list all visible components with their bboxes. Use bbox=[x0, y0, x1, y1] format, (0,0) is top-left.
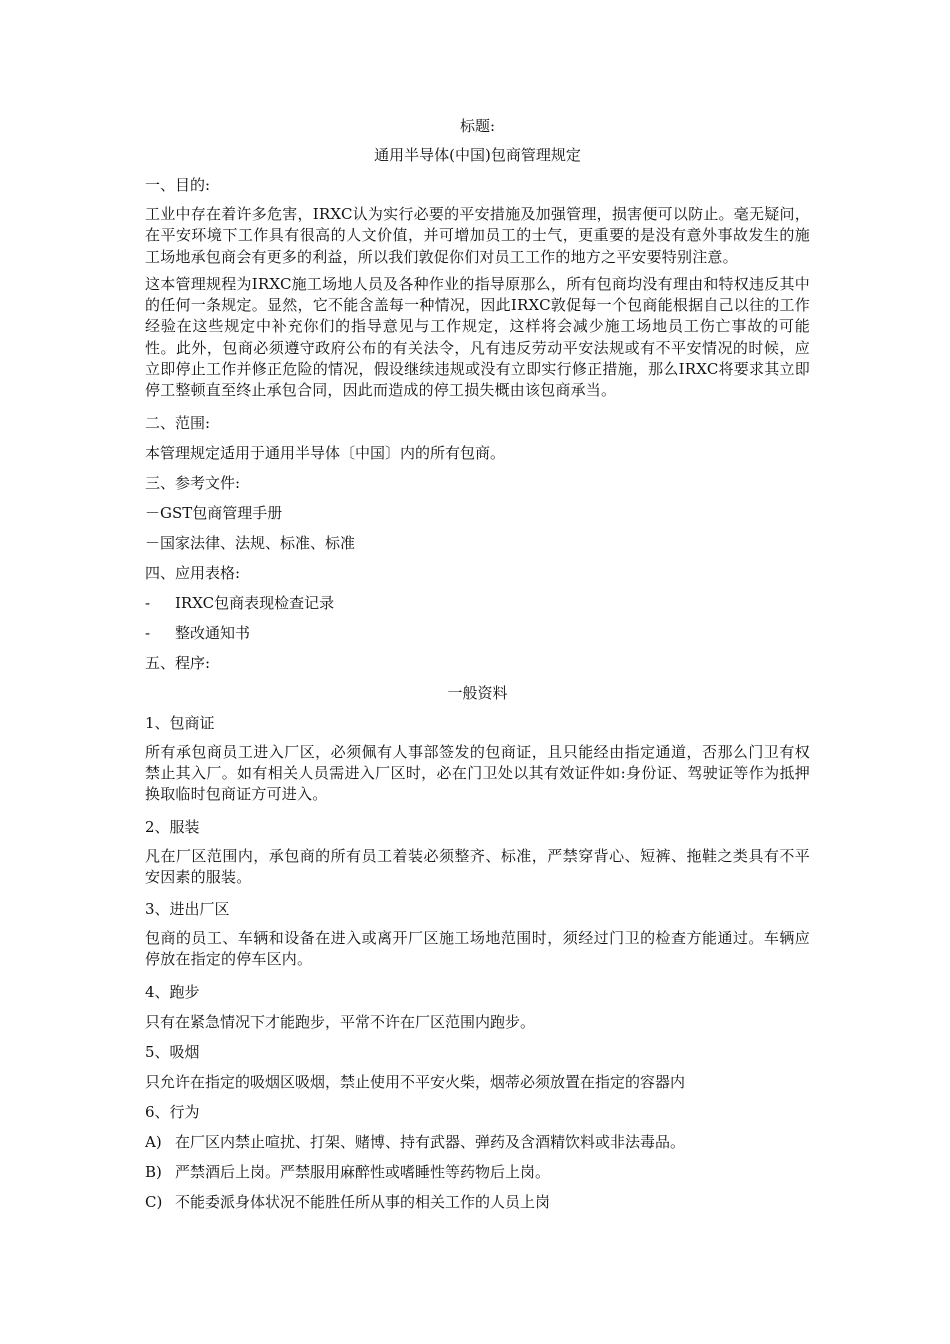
behavior-item-text: 严禁酒后上岗。严禁服用麻醉性或嗜睡性等药物后上岗。 bbox=[175, 1162, 551, 1181]
reference-item: －GST包商管理手册 bbox=[145, 503, 283, 522]
section-5-heading: 五、程序: bbox=[145, 653, 211, 672]
list-marker: - bbox=[145, 593, 151, 612]
form-item-text: 整改通知书 bbox=[175, 623, 251, 642]
behavior-item bbox=[145, 1187, 810, 1217]
item-2-heading: 2、服装 bbox=[145, 817, 200, 836]
list-marker: C) bbox=[145, 1192, 163, 1211]
behavior-item-text: 不能委派身体状况不能胜任所从事的相关工作的人员上岗 bbox=[175, 1192, 551, 1211]
section-3-heading: 三、参考文件: bbox=[145, 473, 241, 492]
item-5-paragraph: 只允许在指定的吸烟区吸烟，禁止使用不平安火柴，烟蒂必须放置在指定的容器内 bbox=[145, 1072, 686, 1091]
section-1-paragraph-1: 工业中存在着许多危害，IRXC认为实行必要的平安措施及加强管理，损害便可以防止。毫无疑问，在平安环境下工作具有很高的人文价值，并可增加员工的士气，更重要的是没有意外事故发生的施工场地承包商会有更多的利益，所以我们敦促你们对员工工作的地方之平安要特别注意。 bbox=[145, 205, 810, 266]
form-item bbox=[145, 618, 810, 648]
list-marker: A) bbox=[145, 1132, 162, 1151]
section-2-paragraph: 本管理规定适用于通用半导体〔中国〕内的所有包商。 bbox=[145, 443, 506, 462]
section-1-paragraph-2: 这本管理规程为IRXC施工场地人员及各种作业的指导原那么，所有包商均没有理由和特权违反其中的任何一条规定。显然，它不能含盖每一种情况，因此IRXC敦促每一个包商能根据自己以往的工作经验在这些规定中补充你们的指导意见与工作规定，这样将会减少施工场地员工伤亡事故的可能性。此外，包商必须遵守政府公布的有关法令，凡有违反劳动平安法规或有不平安情况的时候，应立即停止工作并修正危险的情况，假设继续违规或没有立即实行修正措施，那么IRXC将要求其立即停工整顿直至终止承包合同，因此而造成的停工损失概由该包商承当。 bbox=[145, 274, 810, 400]
item-4-paragraph: 只有在紧急情况下才能跑步，平常不许在厂区范围内跑步。 bbox=[145, 1012, 536, 1031]
list-marker: - bbox=[145, 623, 151, 642]
behavior-item bbox=[145, 1127, 810, 1157]
reference-item: －国家法律、法规、标准、标准 bbox=[145, 533, 356, 552]
behavior-item bbox=[145, 1157, 810, 1187]
item-6-heading: 6、行为 bbox=[145, 1102, 200, 1121]
item-3-paragraph: 包商的员工、车辆和设备在进入或离开厂区施工场地范围时，须经过门卫的检查方能通过。车辆应停放在指定的停车区内。 bbox=[145, 929, 810, 969]
title-label: 标题: bbox=[459, 117, 496, 135]
item-4-heading: 4、跑步 bbox=[145, 982, 200, 1001]
form-item bbox=[145, 588, 810, 618]
item-5-heading: 5、吸烟 bbox=[145, 1042, 200, 1061]
item-3-heading: 3、进出厂区 bbox=[145, 900, 230, 919]
document-page bbox=[145, 112, 810, 1217]
section-2-heading: 二、范围: bbox=[145, 413, 211, 432]
section-1-heading: 一、目的: bbox=[145, 176, 211, 194]
item-1-heading: 1、包商证 bbox=[145, 713, 215, 732]
form-item-text: IRXC包商表现检查记录 bbox=[175, 593, 335, 612]
item-1-paragraph: 所有承包商员工进入厂区，必须佩有人事部签发的包商证，且只能经由指定通道，否那么门卫有权禁止其入厂。如有相关人员需进入厂区时，必在门卫处以其有效证件如:身份证、驾驶证等作为抵押换取临时包商证方可进入。 bbox=[145, 742, 810, 804]
item-2-paragraph: 凡在厂区范围内，承包商的所有员工着装必须整齐、标准，严禁穿背心、短裤、拖鞋之类具有不平安因素的服装。 bbox=[145, 846, 810, 886]
document-title: 通用半导体(中国)包商管理规定 bbox=[374, 146, 581, 164]
list-marker: B) bbox=[145, 1162, 162, 1181]
section-4-heading: 四、应用表格: bbox=[145, 563, 241, 582]
general-info-heading: 一般资料 bbox=[447, 683, 508, 702]
behavior-item-text: 在厂区内禁止喧扰、打架、赌博、持有武器、弹药及含酒精饮料或非法毒品。 bbox=[175, 1132, 686, 1151]
